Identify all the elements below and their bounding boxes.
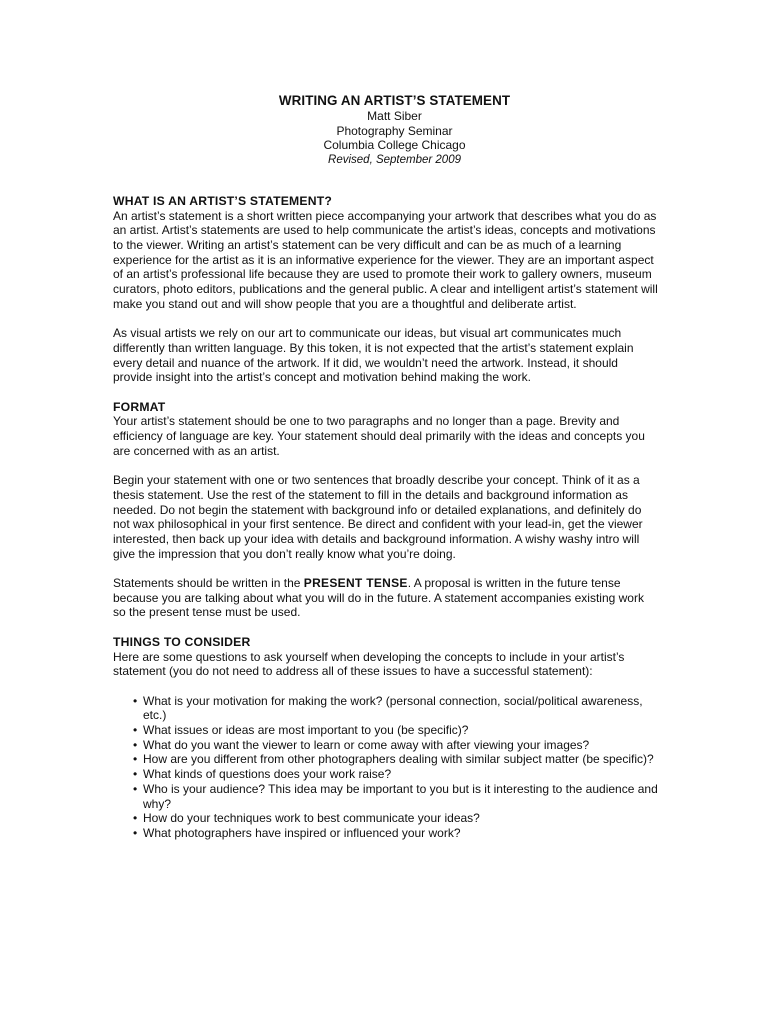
document-title: WRITING AN ARTIST’S STATEMENT bbox=[278, 93, 511, 108]
revision-date: Revised, September 2009 bbox=[328, 154, 461, 167]
paragraph-what-1: An artist’s statement is a short written piece accompanying your artwork that describes what you do as an artist. Artist’s statements are used to help communicate the artist’s ideas, concepts and motivations to the viewer. Writing an artist’s statement can be very difficult and can be as much of a learning experience for the artist as it is an informative experience for the viewer. They are an important aspect of an artist’s professional life because they are used to promote their work to gallery owners, museum curators, photo editors, publications and the general public. A clear and intelligent artist’s statement will make you stand out and will show people that you are a thoughtful and deliberate artist. bbox=[113, 208, 658, 311]
list-item bbox=[133, 752, 658, 767]
author-name: Matt Siber bbox=[367, 109, 422, 123]
list-item-text: Who is your audience? This idea may be important to you but is it interesting to the audience and why? bbox=[143, 781, 658, 811]
paragraph-format-1: Your artist’s statement should be one to two paragraphs and no longer than a page. Brevity and efficiency of language are key. Your statement should deal primarily with the ideas and concepts you are concerned with as an artist. bbox=[113, 414, 645, 458]
list-item bbox=[133, 767, 658, 782]
considerations-list bbox=[113, 694, 658, 841]
tense-text-before: Statements should be written in the bbox=[113, 576, 304, 591]
document-page bbox=[113, 92, 658, 841]
list-item-text: What do you want the viewer to learn or come away with after viewing your images? bbox=[143, 737, 590, 752]
list-item-text: What issues or ideas are most important to you (be specific)? bbox=[143, 723, 469, 738]
list-item-text: How do your techniques work to best communicate your ideas? bbox=[143, 811, 480, 826]
bullet-icon: • bbox=[133, 752, 138, 767]
paragraph-consider-intro: Here are some questions to ask yourself when developing the concepts to include in your artist’s statement (you do not need to address all of these issues to have a successful statement): bbox=[113, 649, 625, 679]
present-tense-emphasis: PRESENT TENSE bbox=[303, 576, 408, 591]
list-item-text: How are you different from other photographers dealing with similar subject matter (be specific)? bbox=[143, 752, 654, 767]
list-item bbox=[133, 826, 658, 841]
list-item bbox=[133, 811, 658, 826]
list-item bbox=[133, 723, 658, 738]
list-item-text: What kinds of questions does your work raise? bbox=[143, 767, 392, 782]
list-item bbox=[133, 694, 658, 723]
list-item-text: What photographers have inspired or influenced your work? bbox=[143, 825, 461, 840]
section-heading-format: FORMAT bbox=[113, 399, 166, 414]
list-item bbox=[133, 738, 658, 753]
bullet-icon: • bbox=[133, 693, 138, 708]
section-heading-what: WHAT IS AN ARTIST’S STATEMENT? bbox=[113, 193, 333, 208]
paragraph-format-2: Begin your statement with one or two sentences that broadly describe your concept. Think of it as a thesis statement. Use the rest of the statement to fill in the details and background information as needed. Do not begin the statement with background info or detailed explanations, and definitely do not wax philosophical in your first sentence. Be direct and confident with your lead-in, get the viewer interested, then back up your idea with details and background information. A wishy washy intro will give the impression that you don’t really know what you’re doing. bbox=[113, 473, 643, 561]
paragraph-what-2: As visual artists we rely on our art to communicate our ideas, but visual art communicates much differently than written language. By this token, it is not expected that the artist’s statement explain every detail and nuance of the artwork. If it did, we wouldn’t need the artwork. Instead, it should provide insight into the artist’s concept and motivation behind making the work. bbox=[113, 326, 634, 385]
bullet-icon: • bbox=[133, 825, 138, 840]
bullet-icon: • bbox=[133, 811, 138, 826]
school-name: Columbia College Chicago bbox=[323, 138, 466, 153]
list-item-text: What is your motivation for making the work? (personal connection, social/political awareness, etc.) bbox=[143, 693, 643, 723]
bullet-icon: • bbox=[133, 737, 138, 752]
bullet-icon: • bbox=[133, 767, 138, 782]
course-name: Photography Seminar bbox=[336, 123, 453, 138]
tense-text-after: . A proposal is written in the future tense because you are talking about what you will do in the future. A statement accompanies existing work so the present tense must be used. bbox=[113, 576, 644, 620]
bullet-icon: • bbox=[133, 723, 138, 738]
bullet-icon: • bbox=[133, 781, 138, 796]
list-item bbox=[133, 782, 658, 811]
paragraph-format-3 bbox=[113, 576, 658, 620]
section-heading-consider: THINGS TO CONSIDER bbox=[113, 634, 251, 649]
document-header bbox=[131, 92, 658, 168]
